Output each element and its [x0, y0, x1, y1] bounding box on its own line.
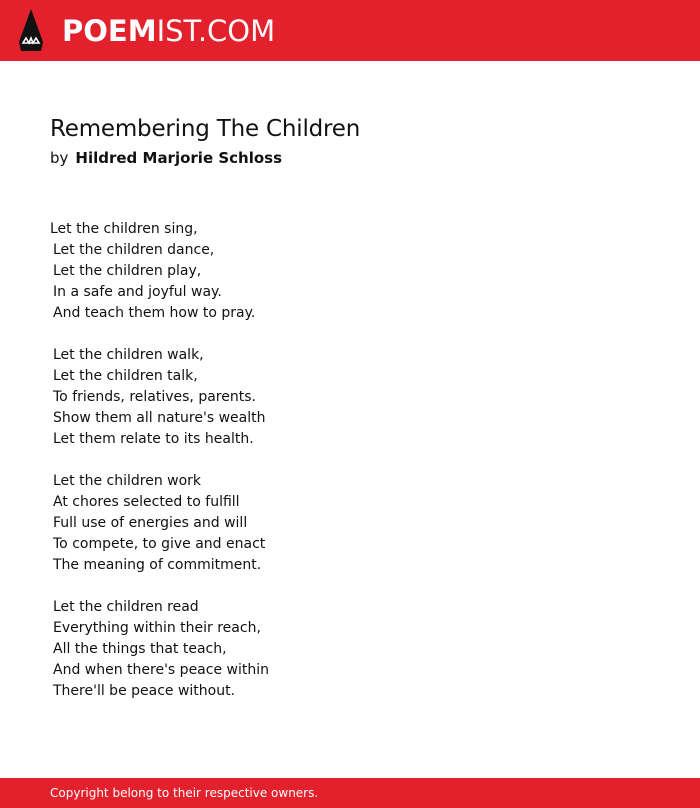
poem-line: To friends, relatives, parents.	[53, 389, 256, 405]
poem-line: At chores selected to fulfill	[53, 494, 240, 510]
poem-line: In a safe and joyful way.	[53, 284, 222, 300]
pencil-icon[interactable]	[17, 9, 45, 51]
poem-line: There'll be peace without.	[53, 683, 236, 699]
poem-body	[50, 219, 269, 723]
byline	[50, 149, 282, 167]
poem-line: Let the children sing,	[50, 221, 198, 237]
author-name[interactable]: Hildred Marjorie Schloss	[75, 149, 283, 167]
poem-stanza	[50, 597, 269, 702]
poem-stanza	[50, 471, 269, 576]
site-footer	[0, 778, 700, 808]
poem-line: Let the children walk,	[53, 347, 204, 363]
poem-stanza	[50, 219, 269, 324]
poem-line: Let the children talk,	[53, 368, 198, 384]
poem-line: Let the children read	[53, 599, 199, 615]
poem-line: Let the children dance,	[53, 242, 215, 258]
poem-line: To compete, to give and enact	[53, 536, 266, 552]
poem-line: Let the children play,	[53, 263, 202, 279]
poem-line: Let the children work	[53, 473, 202, 489]
site-header	[0, 0, 700, 61]
poem-line: Full use of energies and will	[53, 515, 248, 531]
poem-line: Show them all nature's wealth	[53, 410, 266, 426]
poem-line: And when there's peace within	[53, 662, 269, 678]
copyright-text: Copyright belong to their respective owners.	[50, 786, 319, 800]
logo-bold-text: POEM	[62, 14, 157, 48]
poem-line: Let them relate to its health.	[53, 431, 254, 447]
poem-stanza	[50, 345, 269, 450]
site-logo[interactable]	[62, 13, 275, 49]
poem-title: Remembering The Children	[50, 116, 361, 142]
poem-line: Everything within their reach,	[53, 620, 261, 636]
logo-light-text: IST.COM	[156, 14, 276, 48]
poem-line: All the things that teach,	[53, 641, 227, 657]
poem-line: The meaning of commitment.	[53, 557, 262, 573]
by-label: by	[50, 149, 69, 167]
poem-line: And teach them how to pray.	[53, 305, 256, 321]
